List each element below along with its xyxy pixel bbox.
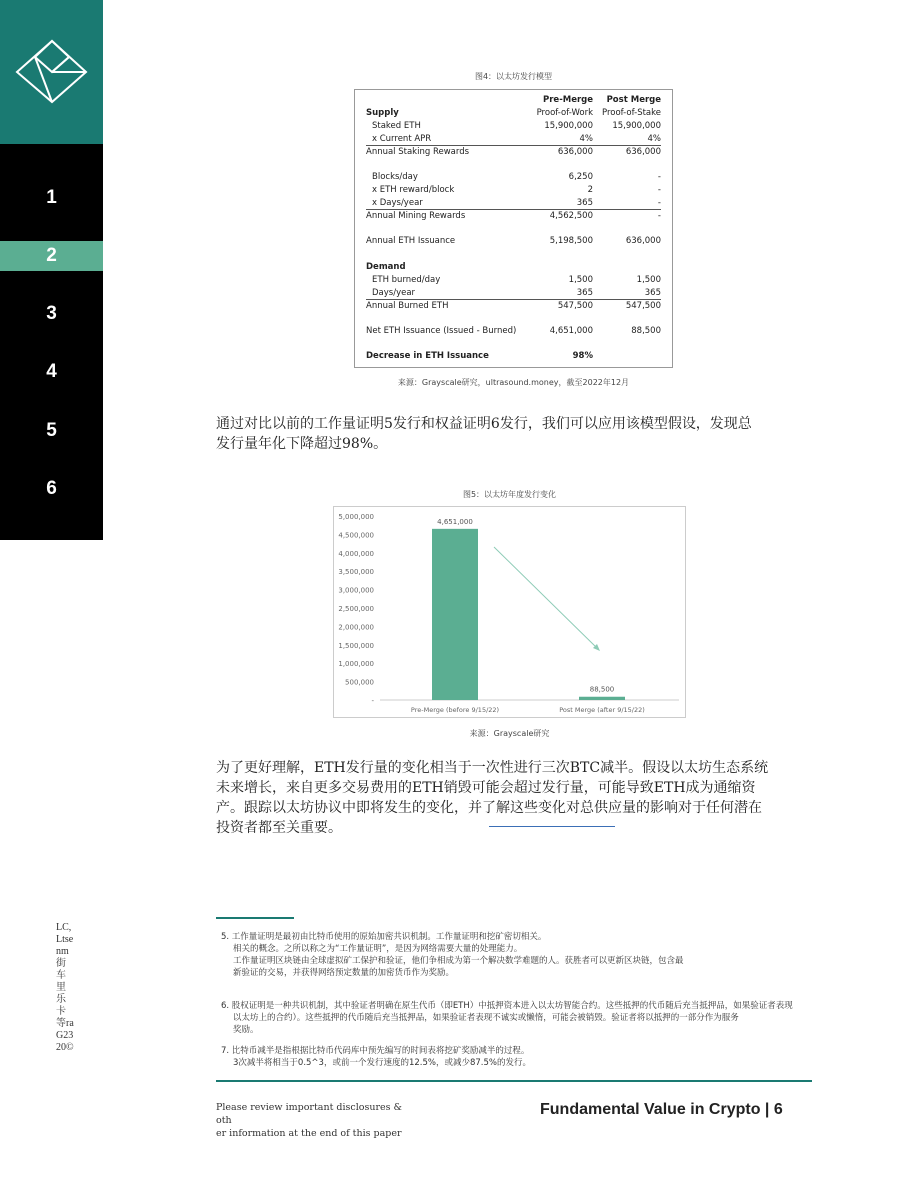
nav-item-4[interactable]: 4 (46, 361, 57, 382)
nav-item-6[interactable]: 6 (46, 478, 57, 499)
row-label: Annual Staking Rewards (366, 147, 470, 157)
col-header-post-merge: Post Merge (606, 95, 661, 105)
footnote-7-line-2: 3次减半将相当于0.5^3，或前一个发行速度的12.5%，或减少87.5%的发行。 (233, 1058, 531, 1068)
nav-item-3[interactable]: 3 (46, 303, 57, 324)
row-value-pre: 547,500 (557, 301, 593, 311)
paragraph-2-line-4: 投资者都至关重要。 (216, 820, 342, 836)
row-value-pre: 98% (572, 351, 593, 361)
x-category-label: Post Merge (after 9/15/22) (559, 706, 645, 714)
row-label: Annual ETH Issuance (366, 236, 456, 246)
bar-value-label: 88,500 (589, 685, 615, 694)
row-value-pre: 6,250 (568, 172, 593, 182)
table-row (355, 274, 672, 286)
paragraph-2-line-2: 未来增长，来自更多交易费用的ETH销毁可能会超过发行量，可能导致ETH成为通缩资 (216, 780, 756, 796)
table-row (355, 235, 672, 247)
table-row (355, 107, 672, 119)
footnote-5-line-1: 5. 工作量证明是最初由比特币使用的原始加密共识机制。工作量证明和挖矿密切相关。 (221, 932, 547, 942)
row-label: Annual Burned ETH (366, 301, 449, 311)
row-value-post: - (657, 172, 661, 182)
footnote-7 (221, 1045, 531, 1069)
row-label: Demand (366, 262, 406, 272)
row-value-post: 88,500 (631, 326, 661, 336)
bar-pre-merge (432, 529, 478, 700)
grayscale-logo-icon (0, 0, 103, 144)
table-row (355, 210, 672, 222)
paragraph-1 (216, 414, 816, 454)
table-row (355, 171, 672, 183)
row-label: x Current APR (372, 134, 432, 144)
y-tick-label: 4,500,000 (338, 531, 374, 540)
table-row (355, 287, 672, 299)
nav-item-2-active[interactable]: 2 (0, 241, 103, 271)
table-row (355, 261, 672, 273)
table-row (355, 300, 672, 312)
issuance-bar-chart (333, 506, 686, 718)
row-value-post: - (657, 185, 661, 195)
y-tick-label: 1,000,000 (338, 660, 374, 669)
y-tick-label: 500,000 (345, 678, 374, 687)
issuance-model-table (354, 89, 673, 368)
section-nav (0, 144, 103, 540)
table-row (355, 197, 672, 209)
fig5-source: 来源：Grayscale研究 (469, 729, 550, 738)
row-value-post: 636,000 (625, 147, 661, 157)
row-label: Supply (366, 108, 399, 118)
col-subheader-pow: Proof-of-Work (536, 108, 593, 118)
row-value-post: 15,900,000 (612, 121, 661, 131)
table-row (355, 120, 672, 132)
col-header-pre-merge: Pre-Merge (543, 95, 593, 105)
nav-item-5[interactable]: 5 (46, 420, 57, 441)
row-value-pre: 1,500 (568, 275, 593, 285)
nav-item-1[interactable]: 1 (46, 187, 57, 208)
row-label: Blocks/day (372, 172, 418, 182)
x-category-label: Pre-Merge (before 9/15/22) (410, 706, 500, 714)
table-header-row (355, 94, 672, 106)
footnote-rule (216, 917, 294, 919)
table-row (355, 133, 672, 145)
row-value-post: 547,500 (625, 301, 661, 311)
footnote-6 (221, 1000, 920, 1036)
paragraph-1-line-2: 发行量年化下降超过98%。 (216, 436, 388, 452)
paragraph-1-line-1: 通过对比以前的工作量证明5发行和权益证明6发行，我们可以应用该模型假设，发现总 (216, 416, 752, 432)
footer-disclaimer-line-1: Please review important disclosures & oth (216, 1102, 402, 1126)
row-value-pre: 4,562,500 (549, 211, 593, 221)
table-row (355, 350, 672, 362)
row-value-pre: 365 (576, 198, 593, 208)
bar-value-label: 4,651,000 (437, 517, 473, 526)
row-label: Decrease in ETH Issuance (366, 351, 489, 361)
fig4-caption: 图4：以太坊发行模型 (474, 72, 553, 81)
row-value-post: 4% (647, 134, 661, 144)
y-tick-label: 2,000,000 (338, 623, 374, 632)
row-label: Staked ETH (372, 121, 421, 131)
row-value-pre: 365 (576, 288, 593, 298)
fig5-caption: 图5：以太坊年度发行变化 (462, 490, 557, 499)
y-tick-label: 2,500,000 (338, 605, 374, 613)
trend-arrow-line (494, 547, 598, 649)
footnote-6-line-1: 6. 股权证明是一种共识机制，其中验证者明确在原生代币（即ETH）中抵押资本进入以太坊智能合约。这些抵押的代币随后充当抵押品，如果验证者表现 (221, 1001, 793, 1011)
row-label: x ETH reward/block (372, 185, 455, 195)
row-value-post: - (657, 211, 661, 221)
row-label: Days/year (372, 288, 416, 298)
col-subheader-pos: Proof-of-Stake (601, 108, 661, 118)
table-row (355, 325, 672, 337)
table-row (355, 146, 672, 158)
y-tick-label: 1,500,000 (338, 641, 374, 650)
footnote-6-line-2: 以太坊上的合约）。这些抵押的代币随后充当抵押品，如果验证者表现不诚实或懒惰，可能会被销毁。验证者将以抵押的一部分作为服务 (233, 1013, 739, 1023)
paragraph-2-line-1: 为了更好理解，ETH发行量的变化相当于一次性进行三次BTC减半。假设以太坊生态系统 (216, 760, 769, 776)
footer-disclaimer-line-2: er information at the end of this paper (216, 1128, 402, 1139)
footnote-5 (221, 931, 684, 979)
paragraph-2-line-3: 产。跟踪以太坊协议中即将发生的变化，并了解这些变化对总供应量的影响对于任何潜在 (216, 800, 762, 816)
y-tick-label: 3,500,000 (338, 568, 374, 577)
row-value-pre: 2 (587, 185, 593, 195)
fig4-source: 来源：Grayscale研究，ultrasound.money，截至2022年12月 (397, 378, 630, 387)
footer-title: Fundamental Value in Crypto | 6 (540, 1101, 783, 1118)
row-value-post: 636,000 (625, 236, 661, 246)
footer-disclaimer (216, 1101, 416, 1140)
footnote-6-line-3: 奖励。 (233, 1025, 259, 1035)
link-underline (489, 826, 615, 827)
logo-block (0, 0, 103, 144)
row-value-pre: 15,900,000 (544, 121, 593, 131)
footnote-7-line-1: 7. 比特币减半是指根据比特币代码库中预先编写的时间表将挖矿奖励减半的过程。 (221, 1046, 530, 1056)
table-row (355, 184, 672, 196)
row-value-pre: 636,000 (557, 147, 593, 157)
row-value-post: - (657, 198, 661, 208)
footnote-5-line-4: 新验证的交易，并获得网络预定数量的加密货币作为奖励。 (233, 968, 455, 978)
row-label: Annual Mining Rewards (366, 211, 466, 221)
row-value-pre: 5,198,500 (549, 236, 593, 246)
row-label: Net ETH Issuance (Issued - Burned) (366, 326, 517, 336)
row-value-post: 365 (644, 288, 661, 298)
y-tick-label: 4,000,000 (338, 549, 374, 558)
row-value-pre: 4% (579, 134, 593, 144)
copyright-vertical: LC, Ltsenm街车里乐卡等raG2320© (56, 922, 74, 1053)
row-value-post: 1,500 (636, 275, 661, 285)
y-tick-label: 5,000,000 (338, 513, 374, 521)
footnote-5-line-3: 工作量证明区块链由全球虚拟矿工保护和验证，他们争相成为第一个解决数学难题的人。获胜者可以更新区块链，包含最 (233, 956, 684, 966)
footnote-5-line-2: 相关的概念。之所以称之为“工作量证明”，是因为网络需要大量的处理能力。 (233, 944, 523, 954)
bar-post-merge (579, 697, 625, 700)
chart-svg (334, 507, 685, 717)
row-label: ETH burned/day (372, 275, 441, 285)
y-tick-label: - (371, 697, 374, 705)
y-tick-label: 3,000,000 (338, 586, 374, 595)
row-value-pre: 4,651,000 (549, 326, 593, 336)
footer-rule (216, 1080, 812, 1082)
row-label: x Days/year (372, 198, 423, 208)
